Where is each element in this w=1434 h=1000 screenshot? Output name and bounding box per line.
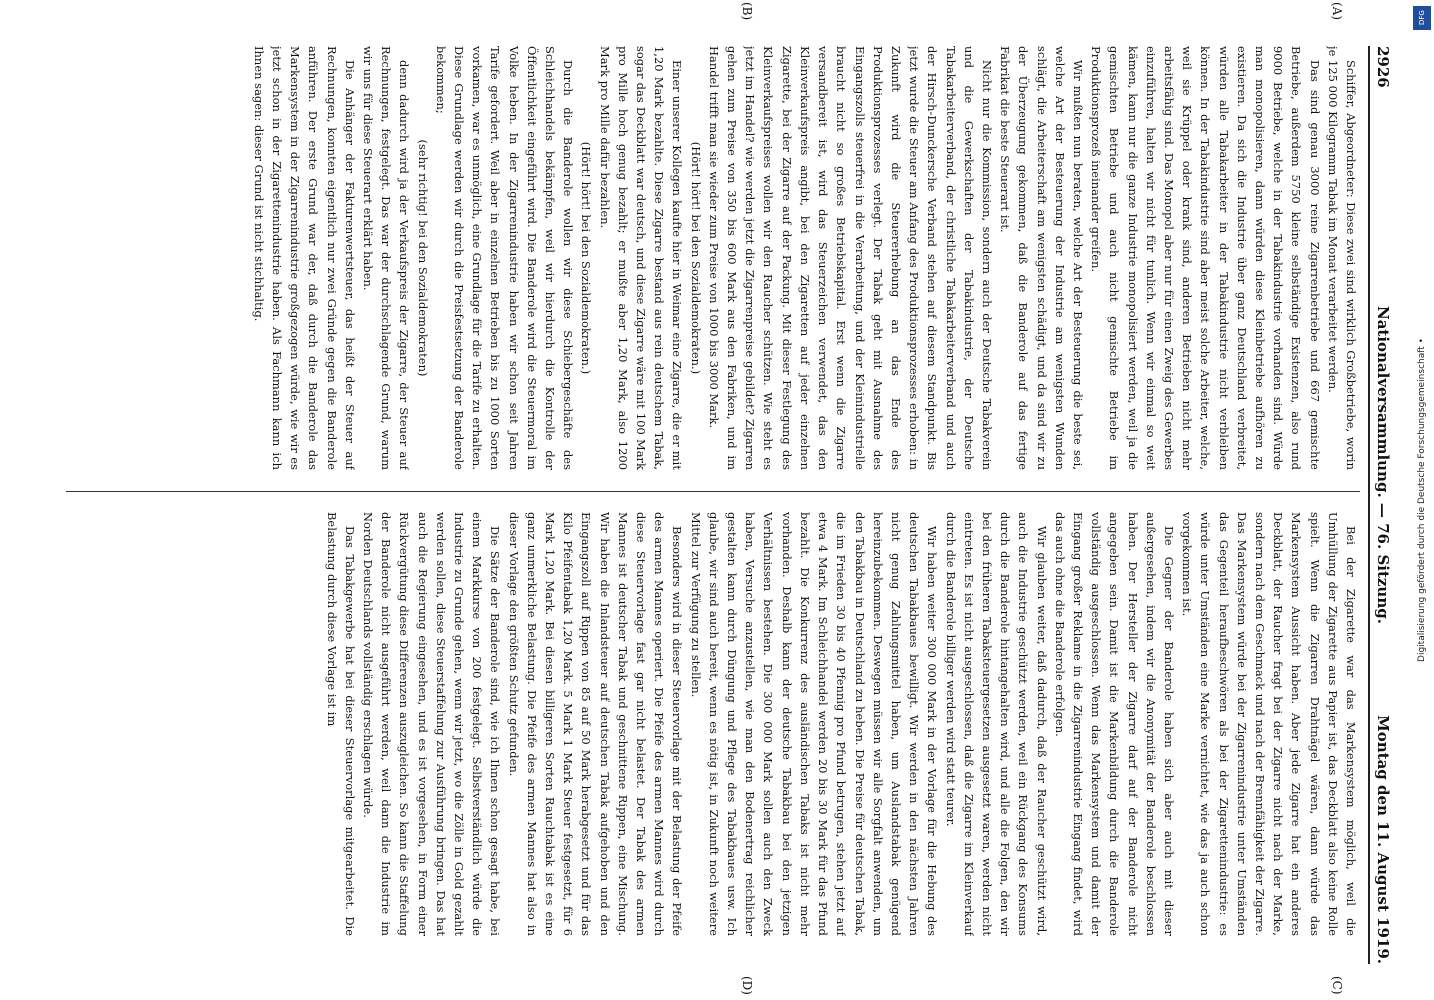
interjection: (Hört! hört! bei den Sozialdemokraten.) <box>579 141 594 375</box>
page-frame <box>50 2 1394 995</box>
margin-mark-b: (B) <box>740 2 754 21</box>
margin-mark-d: (D) <box>740 976 754 995</box>
paragraph: Wir glauben weiter, daß dadurch, daß der Raucher geschützt wird, auch die Industrie geschützt werden, weil ein Rückgang des Konsums durch die Banderole hintangehalten wird, und alle die Folgen, den wir bei den früheren Tabaksteuergesetzen ausgesetzt waren, werden nicht eintreten. Es ist nicht ausgeschlossen, daß die Zigarre im Kleinverkauf durch die Banderole billiger werden wird statt teurer. <box>943 512 1049 936</box>
page-number: 2926 <box>1374 46 1392 88</box>
paragraph: Das Tabakgewerbe hat bei dieser Steuervorlage mitgearbeitet. Die Belastung durch diese Vorlage ist im <box>324 512 357 936</box>
paragraph: Die Anhänger der Fakturenwertsteuer, das heißt der Steuer auf Rechnungen, konnten eigentlich nur zwei Gründe gegen die Banderole anführen. Der erste Grund war der, daß durch die Banderole das Markensystem in der Zigarrenindustrie großgezogen würde, wie wir es jetzt schon in der Zigarettenindustrie haben. Als Fachmann kann ich Ihnen sagen: dieser Grund ist nicht stichhaltig. <box>251 46 357 470</box>
paragraph: Die Sätze der Banderole sind, wie ich Ihnen schon gesagt habe, bei einem Markkurse von 200 festgelegt. Selbstverständlich würde die Industrie zu Grunde gehen, wenn wir jetzt, wo die Zölle in Gold gezahlt werden sollen, diese Steuerstaffelung zur Ausführung bringen. Das hat auch die Regierung eingesehen, und es ist vorgesehen, in Form einer Rückvergütung diese Differenzen auszugleichen. So kann die Staffelung der Banderole nicht ausgeführt werden, weil dann die Industrie im Norden Deutschlands vollständig erschlagen würde. <box>361 512 503 936</box>
paragraph: Das sind genau 3000 reine Zigarrenbetriebe und 667 gemischte Betriebe, außerdem 5750 kleine selbständige Existenzen, also rund 9000 Betriebe, welche in der Tabakindustrie vorhanden sind. Würde man monopolisieren, dann würden diese Kleinbetriebe aufhören zu existieren. Da sich die Industrie über ganz Deutschland verbreitet, würden alle Tabakarbeiter in der Tabakindustrie nicht verbleiben können. In der Tabakindustrie sind aber meist solche Arbeiter, welche, weil sie Krüppel oder krank sind, anderen Betrieben nicht mehr arbeitsfähig sind. Das Monopol aber nur für einen Zweig des Gewerbes einzuführen, halten wir nicht für tunlich. Wenn wir einmal so weit kämen, kann nur die ganze Industrie monopolisiert werden, weil ja die gemischten Betriebe und auch nicht gemischte Betriebe im Produktionsprozeß ineinander greifen. <box>1089 46 1322 470</box>
paragraph: Wir mußten nun beraten, welche Art der Besteuerung die beste sei, welche Art der Besteuerung der Industrie am wenigsten Wunden schlägt, die Arbeiterschaft am wenigsten schädigt, und da sind wir zu der Überzeugung gekommen, daß die Banderole auf das fertige Fabrikat die beste Steuerart ist. <box>998 46 1085 470</box>
header-rule <box>1368 46 1370 964</box>
page-title: Nationalversammlung. — 76. Sitzung. <box>1374 306 1392 624</box>
column-divider <box>66 491 1360 492</box>
margin-mark-c: (C) <box>1330 976 1344 995</box>
paragraph: Wir haben weiter 300 000 Mark in der Vorlage für die Hebung des deutschen Tabakbaues bewilligt. Wir werden in den nächsten Jahren nicht genug Zahlungsmittel haben, um Auslandstabak genügend hereinzubekommen. Deswegen müssen wir alle Sorgfalt anwenden, um den Tabakbau in Deutschland zu heben. Die Preise für deutschen Tabak, die im Frieden 30 bis 40 Pfennig pro Pfund betrugen, stehen jetzt auf etwa 4 Mark. Im Schleichhandel werden 20 bis 30 Mark für das Pfund bezahlt. Die Konkurrenz des ausländischen Tabaks ist nicht mehr vorhanden. Deshalb kann der deutsche Tabakbau bei den jetzigen Verhältnissen bestehen. Die 300 000 Mark sollen auch den Zweck haben, Versuche anzustellen, wie man den Bodenertrag reichlicher gestalten kann durch Düngung und Pflege des Tabakbaues usw. Ich glaube, wir sind auch bereit, wenn es nötig ist, in Zukunft noch weitere Mittel zur Verfügung zu stellen. <box>688 512 940 936</box>
session-date: Montag den 11. August 1919. <box>1374 715 1392 964</box>
margin-mark-a: (A) <box>1330 2 1344 21</box>
digitization-credit: Digitalisierung gefördert durch die Deutsche Forschungsgemeinschaft • <box>1417 338 1427 662</box>
paragraph: denn dadurch wird ja der Verkaufspreis der Zigarre, der Steuer auf Rechnungen, festgelegt. Das war der durchschlagende Grund, warum wir uns für diese Steuerart erklärt haben. <box>361 46 412 470</box>
paragraph: Bei der Zigarette war das Markensystem möglich, weil die Umhüllung der Zigarette aus Papier ist, das Deckblatt also keine Rolle spielt. Wenn die Zigarren Drahtnägel wären, dann würde das Markensystem Aussicht haben. Aber jede Zigarre hat ein anderes Deckblatt, der Raucher fragt bei der Zigarre nicht nach der Marke, sondern nach dem Geschmack und nach der Brennfähigkeit der Zigarre. Das Markensystem würde bei der Zigarrenindustrie unter Umständen das Gegenteil heraufbeschwören als bei der Zigarettenindustrie: es würde unter Umständen eine Marke vernichtet, wie das ja auch schon vorgekommen ist. <box>1180 512 1358 936</box>
paragraph: Nicht nur die Kommission, sondern auch der Deutsche Tabakverein und die Gewerkschaften der Tabakindustrie, der Deutsche Tabakarbeiterverband, der christliche Tabakarbeiterverband und auch der Hirsch-Dunckersche Verband stehen auf diesem Standpunkt. Bis jetzt wurde die Steuer am Anfang des Produktionsprozesses erhoben: in Zukunft wird die Steuererhebung an das Ende des Produktionsprozesses verlegt. Der Tabak geht mit Ausnahme des Eingangszolls steuerfrei in die Verarbeitung, und der Kleinindustrielle braucht nicht so großes Betriebskapital. Erst wenn die Zigarre versandbereit ist, wird das Steuerzeichen verwendet, das den Kleinverkaufspreis angibt, bei den Zigaretten auf jeder einzelnen Zigarette, bei der Zigarre auf der Packung. Mit dieser Festlegung des Kleinverkaufspreises wollen wir den Raucher schützen. Wie steht es jetzt im Handel? wie werden jetzt die Zigarrenpreise gebildet? Zigarren gehen zum Preise von 350 bis 600 Mark aus den Fabriken, und im Handel trifft man sie wieder zum Preise von 1000 bis 3000 Mark. <box>706 46 994 470</box>
interjection: (sehr richtig! bei den Sozialdemokraten) <box>415 139 430 377</box>
page-header <box>1370 46 1394 964</box>
paragraph: Schiffer, Abgeordneter: Diese zwei sind wirklich Großbetriebe, worin je 125 000 Kilogramm Tabak im Monat verarbeitet werden. <box>1325 46 1358 470</box>
paragraph: Durch die Banderole wollen wir diese Schiebergeschäfte des Schleichhandels bekämpfen, weil wir hierdurch die Kontrolle der Öffentlichkeit eingeführt wird. Die Banderole wird die Steuermoral im Volke heben. In der Zigarrenindustrie haben wir schon seit Jahren Tarife gefordert. Weil aber in einzelnen Betrieben bis zu 1000 Sorten vorkamen, war es unmöglich, eine Grundlage für die Tarife zu erhalten. Diese Grundlage werden wir durch die Preisfestsetzung der Banderole bekommen; <box>433 46 576 470</box>
left-column <box>66 46 1360 470</box>
dfg-logo-icon: DFG <box>1413 6 1431 30</box>
interjection: (Hört! hört! bei den Sozialdemokraten.) <box>688 141 703 375</box>
paragraph: Die Gegner der Banderole haben sich aber auch mit dieser außergesehen, indem wir die Anonymität der Banderole beschlossen haben. Der Hersteller der Zigarre darf auf der Banderole nicht angegeben sein. Damit ist die Markenbildung durch die Banderole vollständig ausgeschlossen. Wenn das Markensystem und damit der Eingang großer Reklame in die Zigarrenindustrie Eingang findet, wird das auch ohne die Banderole erfolgen. <box>1052 512 1176 936</box>
right-column <box>66 512 1360 936</box>
paragraph: Einer unserer Kollegen kaufte hier in Weimar eine Zigarre, die er mit 1,20 Mark bezahlte. Diese Zigarre bestand aus rein deutschem Tabak, sogar das Deckblatt war deutsch, und diese Zigarre wäre mit 100 Mark pro Mille hoch genug bezahlt; er mußte aber 1,20 Mark, also 1200 Mark pro Mille dafür bezahlen. <box>597 46 685 470</box>
paragraph: Besonders wird in dieser Steuervorlage mit der Belastung der Pfeife des armen Mannes operiert. Die Pfeife des armen Mannes wird durch diese Steuervorlage fast gar nicht belastet. Der Tabak des armen Mannes ist deutscher Tabak und geschnittene Rippen, eine Mischung. Wir haben die Inlandsteuer auf deutschen Tabak aufgehoben und den Eingangszoll auf Rippen von 85 auf 50 Mark herabgesetzt und für das Kilo Pfeifentabak 1,20 Mark. 5 Mark 1 Mark Steuer festgesetzt, für 6 Mark 1,20 Mark. Bei diesen billigeren Sorten Rauchtabak ist es eine ganz unmerkliche Belastung. Die Pfeife des armen Mannes hat also in dieser Vorlage den größten Schutz gefunden. <box>506 512 685 936</box>
